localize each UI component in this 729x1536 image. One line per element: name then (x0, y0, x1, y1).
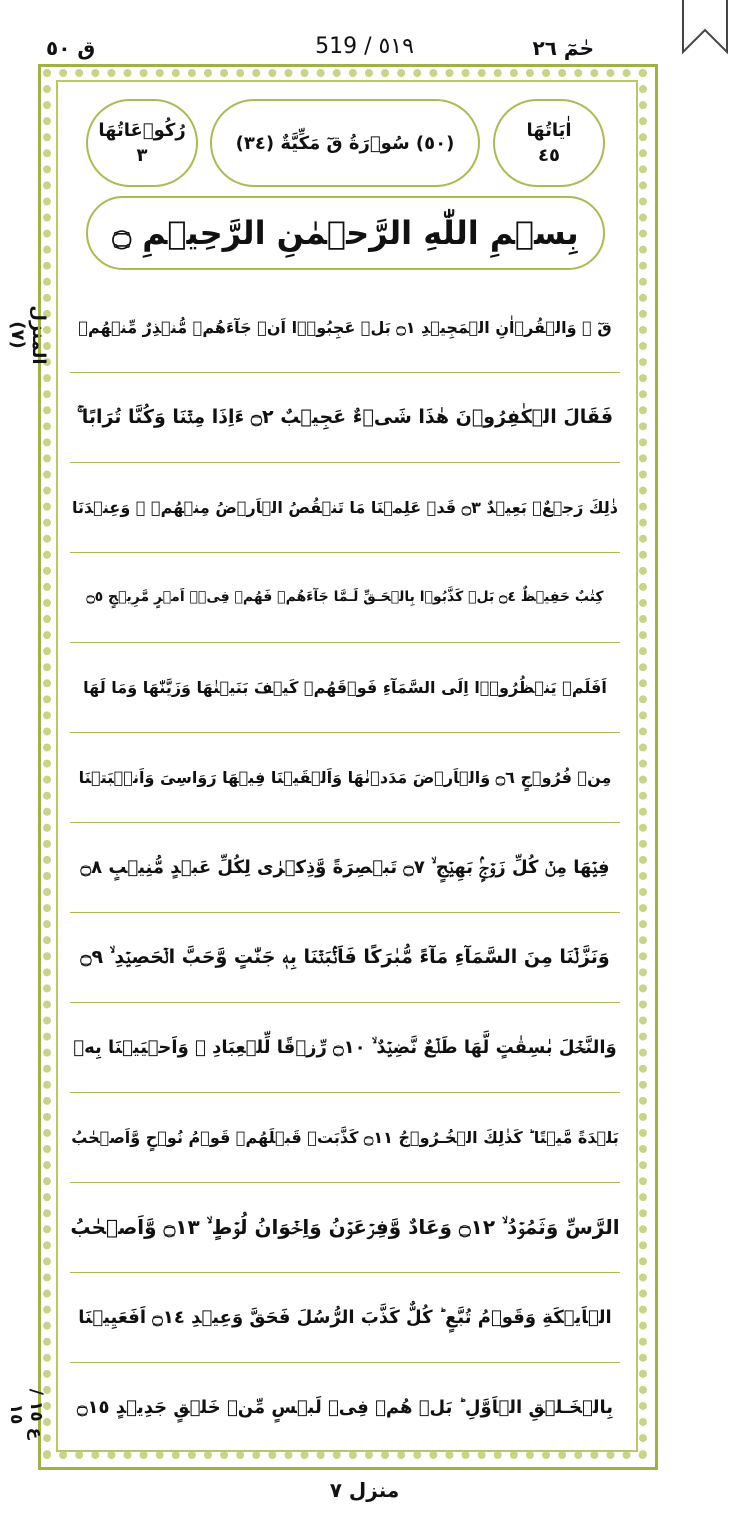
manzil-side-label: المنزل (٧) (7, 305, 49, 365)
verse-line: قٓ ۚ وَالۡقُرۡاٰنِ الۡمَجِيۡدِ ۝١ بَلۡ عَجِبُوۡۤا اَنۡ جَآءَهُمۡ مُّنۡذِرٌ مِّنۡهُمۡ (78, 317, 612, 337)
verse-line: الرَّسِّ وَثَمُوۡدُ ۙ ۝١٢ وَعَادٌ وَّفِرۡعَوۡنُ وَاِخۡوَانُ لُوۡطٍ ۙ ۝١٣ وَّاَصۡحٰبُ (70, 1215, 620, 1239)
verse-line: كِتٰبٌ حَفِيۡظٌ ۝٤ بَلۡ كَذَّبُوۡا بِالۡحَـقِّ لَـمَّا جَآءَهُمۡ فَهُمۡ فِىۡۤ اَمۡرٍ مَّرِيۡجٍ ۝٥ (86, 589, 604, 605)
verse-line: ذٰلِكَ رَجۡعٌۢ بَعِيۡدٌ ۝٣ قَدۡ عَلِمۡنَا مَا تَنۡقُصُ الۡاَرۡضُ مِنۡهُمۡ ۚ وَعِنۡدَنَا (72, 497, 618, 517)
ayat-count-cartouche (493, 99, 605, 187)
surah-title-cartouche (210, 99, 480, 187)
bismillah-cartouche (86, 196, 605, 270)
verse-line: فِيۡهَا مِنۡ كُلِّ زَوۡجٍۢ بَهِيۡجٍ ۙ ۝٧ تَبۡصِرَةً وَّذِكۡرٰى لِكُلِّ عَبۡدٍ مُّنِيۡبٍ ۝٨ (80, 856, 610, 878)
manzil-footer: منزل ٧ (329, 1478, 400, 1502)
verse-line: بَلۡدَةً مَّيۡتًا ؕ كَذٰلِكَ الۡخُـرُوۡجُ ۝١١ كَذَّبَتۡ قَبۡلَهُمۡ قَوۡمُ نُوۡحٍ وَّاَصۡحٰبُ (71, 1127, 619, 1147)
bismillah-text: بِسۡمِ اللّٰهِ الرَّحۡمٰنِ الرَّحِيۡمِ ۝ (112, 214, 579, 252)
ruku-count-cartouche (86, 99, 198, 187)
verse-line: فَقَالَ الۡكٰفِرُوۡنَ هٰذَا شَىۡءٌ عَجِيۡبٌ ۝٢ ءَاِذَا مِتۡنَا وَكُنَّا تُرَابًا ۚ (76, 406, 614, 428)
verse-line: بِالۡخَـلۡقِ الۡاَوَّلِ ؕ بَلۡ هُمۡ فِىۡ لَبۡسٍ مِّنۡ خَلۡقٍ جَدِيۡدٍ ۝١٥ (76, 1396, 614, 1418)
verse-line: وَنَزَّلۡنَا مِنَ السَّمَآءِ مَآءً مُّبٰرَكًا فَاَنۡۢبَتۡنَا بِهٖ جَنّٰتٍ وَّحَبَّ الۡحَصِيۡدِ ۙ ۝٩ (80, 946, 610, 968)
verse-line: الۡاَيۡكَةِ وَقَوۡمُ تُبَّعٍ ؕ كُلٌّ كَذَّبَ الرُّسُلَ فَحَقَّ وَعِيۡدِ ۝١٤ اَفَعَيِيۡنَا (78, 1306, 612, 1328)
surah-title: (٥٠) سُوۡرَةُ قٓ مَكِّيَّةٌ (٣٤) (235, 132, 455, 154)
verse-line: اَفَلَمۡ يَنۡظُرُوۡۤا اِلَى السَّمَآءِ فَوۡقَهُمۡ كَيۡفَ بَنَيۡنٰهَا وَزَيَّنّٰهَا وَمَا لَهَا (83, 677, 607, 697)
verse-line: وَالنَّخۡلَ بٰسِقٰتٍ لَّهَا طَلۡعٌ نَّضِيۡدٌ ۙ ۝١٠ رِّزۡقًا لِّلۡعِبَادِ ۙ وَاَحۡيَيۡنَا بِهٖ (73, 1036, 617, 1058)
ayat-count: ٤٥ (538, 145, 560, 166)
ruku-count: ٣ (136, 145, 148, 166)
ruku-side-marker: ع ١٥ / ١٥ (6, 1388, 46, 1440)
page-number: 519 / ٥١٩ (315, 34, 414, 59)
surah-marker: ق ٥٠ (46, 36, 96, 60)
verse-line: مِنۡ فُرُوۡجٍ ۝٦ وَالۡاَرۡضَ مَدَدۡنٰهَا وَاَلۡقَيۡنَا فِيۡهَا رَوَاسِىَ وَاَنۡۢبَتۡنَا (78, 767, 612, 787)
ayat-label: اٰيَاتُهَا (526, 120, 572, 141)
ruku-label: رُكُوۡعَاتُهَا (98, 120, 186, 141)
juz-marker: حٰمٓ ٢٦ (532, 36, 594, 60)
